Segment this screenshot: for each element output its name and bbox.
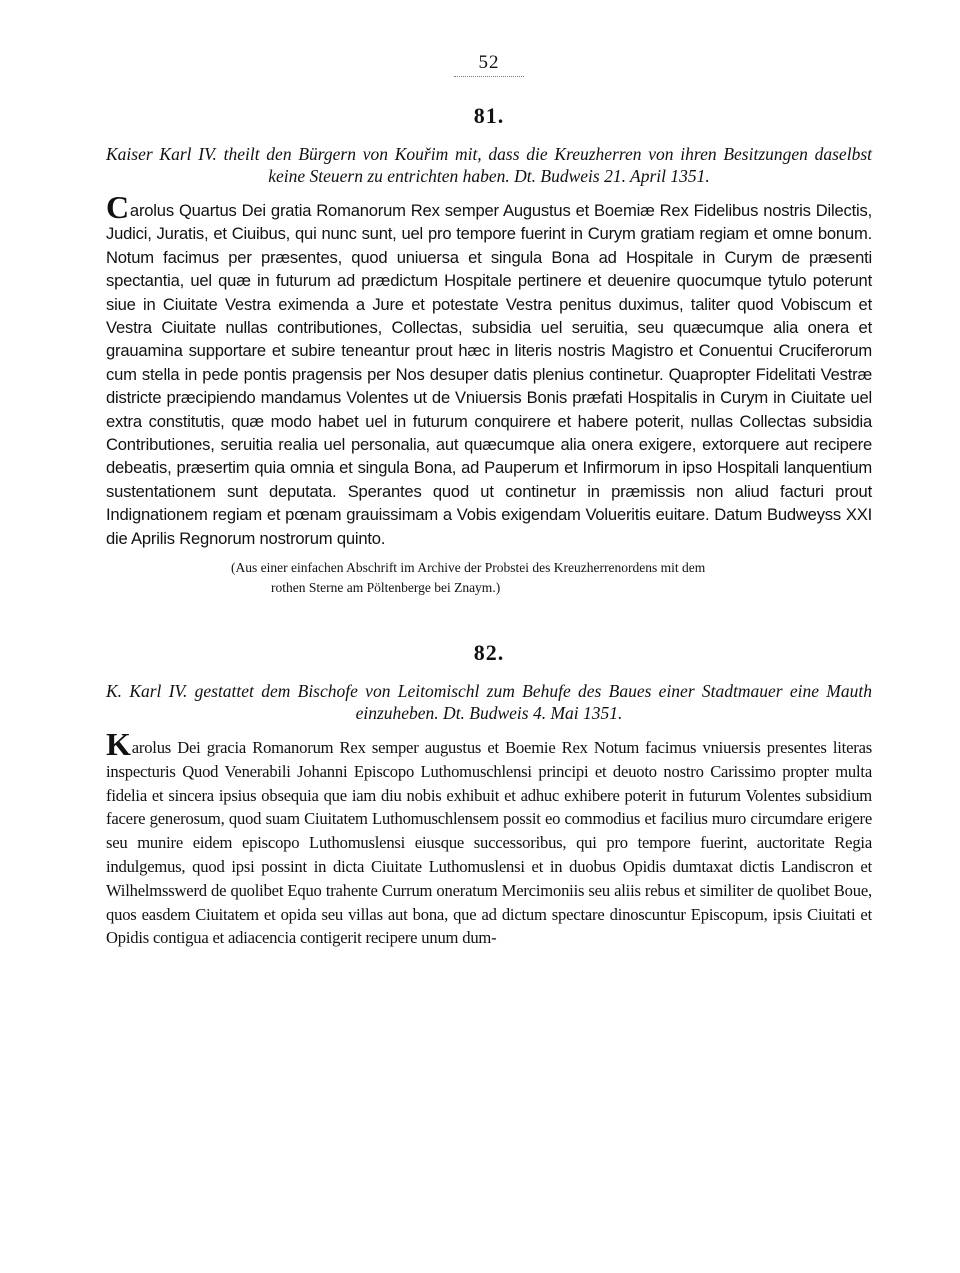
document-page [106, 52, 872, 950]
initial-letter: K [106, 726, 131, 763]
charter-text [106, 189, 872, 550]
initial-letter: C [106, 189, 129, 225]
source-note-line-1: (Aus einer einfachen Abschrift im Archive der Probstei des Kreuzherrenordens mit dem [231, 560, 706, 576]
charter-body-text: arolus Quartus Dei gratia Romanorum Rex semper Augustus et Boemiæ Rex Fidelibus nostris Dilectis, Judici, Juratis, et Ciuibus, qui nunc sunt, uel pro tempore fuerint in Curym gratiam regiam et omne bonum. Notum facimus per præsentes, quod uniuersa et singula Bona ad Hospitale in Curym de præsenti spectantia, uel quæ in futurum ad prædictum Hospitale pertinere et deuenire quocumque tytulo poterunt siue in Ciuitate Vestra eximenda a Jure et potestate Vestra penitus duximus, taliter quod Vobiscum et Vestra Ciuitate nullas contributiones, Collectas, subsidia uel seruitia, seu quæcumque alia onera et grauamina supportare et subire teneantur prout hæc in literis nostris Magistro et Conuentui Cruciferorum cum stella in pede pontis pragensis per Nos desuper datis plenius continetur. Quapropter Fidelitati Vestræ districte præcipiendo mandamus Volentes ut de Vniuersis Bonis præfati Hospitalis in Curym in Ciuitate uel extra constitutis, quæ modo habet uel in futurum conquirere et habere poterit, nullas Collectas subsidia Contributiones, seruitia realia uel personalia, aut quæcumque alia onera exigere, extorquere aut recipere debeatis, præsertim quia omnia et singula Bona, ad Pauperum et Infirmorum in ipso Hospitali lanquentium sustentationem sunt deputata. Sperantes quod ut continetur in præmissis non aliud facturi prout Indignationem regiam et pœnam grauissimam a Vobis exigendam Volueritis euitare. Datum Budweyss XXI die Aprilis Regnorum nostrorum quinto. [106, 201, 872, 548]
source-note [106, 558, 872, 598]
page-number: 52 [478, 52, 500, 73]
charter-number: 82. [473, 640, 505, 666]
charter-body-text: arolus Dei gracia Romanorum Rex semper augustus et Boemie Rex Notum facimus vniuersis presentes literas inspecturis Quod Venerabili Johanni Episcopo Luthomuschlensi principi et deuoto nostro Carissimo propter multa fidelia et sincera ipsius obsequia que iam diu nobis exhibuit et adhuc exhibere poterit in futurum Volentes subsidium facere generosum, quod suam Ciuitatem Luthomuschlensem possit eo commodius et facilius muro circumdare erigere seu munire eidem episcopo Luthomuslensi eiusque successoribus, qui pro tempore fuerint, auctoritate Regia indulgemus, quod ipsi possint in dicta Ciuitate Luthomuslensi et in duobus Opidis dumtaxat dictis Landiscron et Wilhelmsswerd de quolibet Equo trahente Currum oneratum Mercimoniis seu aliis rebus et similiter de quolibet Boue, quos easdem Ciuitatem et opida seu villas aut bona, que ad dictum spectare dinoscuntur Episcopum, ipsis Ciuitati et Opidis contigua et adiacencia contigerit recipere unum dum- [106, 738, 872, 948]
source-note-line-2: rothen Sterne am Pöltenberge bei Znaym.) [271, 580, 501, 596]
charter-regest: Kaiser Karl IV. theilt den Bürgern von Kouřim mit, dass die Kreuzherren von ihren Besitzungen daselbst keine Steuern zu entrichten haben. Dt. Budweis 21. April 1351. [106, 144, 872, 186]
page-number-rule [454, 76, 524, 77]
charter-81 [106, 103, 872, 598]
charter-number: 81. [473, 103, 505, 128]
charter-82 [106, 640, 872, 950]
charter-regest: K. Karl IV. gestattet dem Bischofe von Leitomischl zum Behufe des Baues einer Stadtmauer eine Mauth einzuheben. Dt. Budweis 4. Mai 1351. [106, 681, 872, 724]
charter-text [106, 726, 872, 950]
